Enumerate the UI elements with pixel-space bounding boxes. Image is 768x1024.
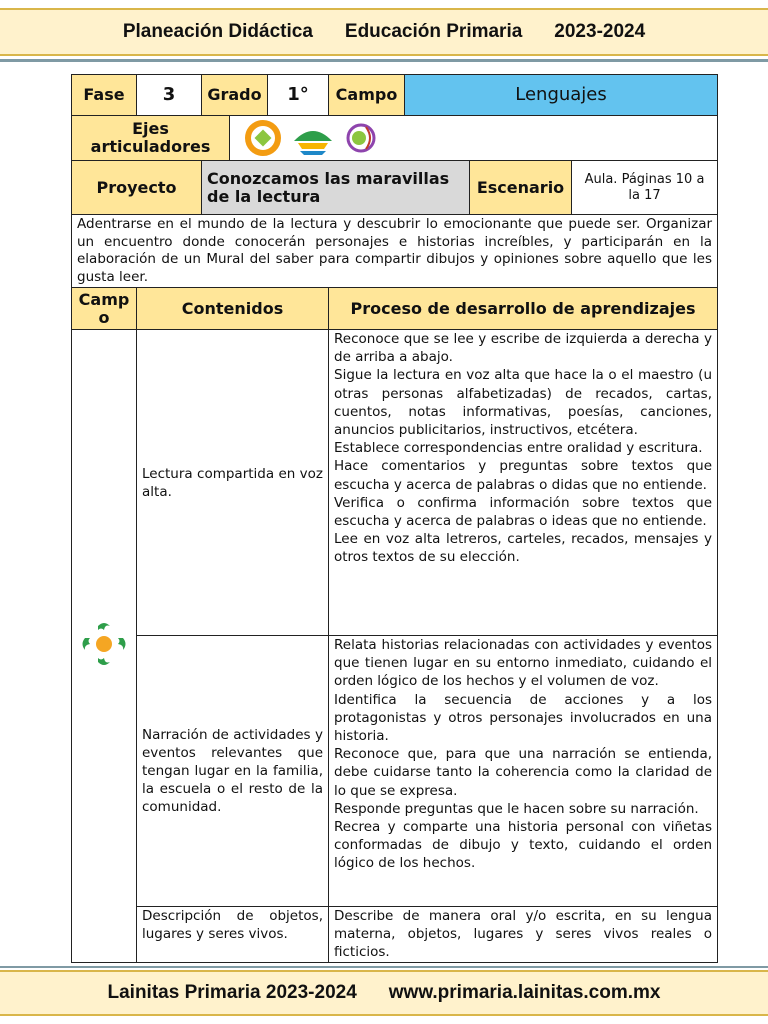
campo-label: Campo [329, 75, 405, 116]
interculturalidad-icon [290, 121, 336, 155]
proceso-item: Sigue la lectura en voz alta que hace la o el maestro (u otras personas alfabetizadas) de recados, cartas, cuentos, notas informativas, poesías, canciones, anuncios publicitarios, instructivos, etcétera. [334, 367, 713, 439]
planeacion-table [71, 74, 718, 963]
escenario-label: Escenario [470, 161, 572, 215]
grado-label: Grado [202, 75, 268, 116]
col-proceso-header: Proceso de desarrollo de aprendizajes [329, 288, 718, 330]
proceso-row-3 [329, 907, 718, 963]
campo-value: Lenguajes [405, 75, 718, 116]
contenido-row-3: Descripción de objetos, lugares y seres vivos. [137, 907, 329, 963]
ejes-row [72, 116, 718, 161]
campo-icon-cell [72, 330, 137, 963]
proceso-item: Reconoce que se lee y escribe de izquierda a derecha y de arriba a abajo. [334, 331, 713, 366]
proceso-item: Hace comentarios y preguntas sobre textos que escucha y acerca de palabras o didas que no entiende. [334, 458, 713, 493]
col-contenidos-header: Contenidos [137, 288, 329, 330]
fase-value: 3 [137, 75, 202, 116]
lenguajes-campo-icon [79, 618, 129, 670]
footer-divider [0, 966, 768, 968]
footer-url[interactable]: www.primaria.lainitas.com.mx [388, 982, 661, 1003]
proceso-row-1 [329, 330, 718, 636]
contenido-row-2: Narración de actividades y eventos relevantes que tengan lugar en la familia, la escuela o el resto de la comunidad. [137, 636, 329, 907]
header-title: Planeación Didáctica [122, 21, 313, 42]
proceso-item: Establece correspondencias entre oralidad y escritura. [334, 440, 703, 457]
proyecto-label: Proyecto [72, 161, 202, 215]
proceso-item: Verifica o confirma información sobre textos que escucha y acerca de palabras o ideas que no entiende. [334, 494, 713, 530]
contenido-row-1: Lectura compartida en voz alta. [137, 330, 329, 636]
header-year: 2023-2024 [554, 21, 646, 42]
proceso-row-2 [329, 636, 718, 907]
col-campo-header: Campo [72, 288, 137, 330]
escenario-value: Aula. Páginas 10 a la 17 [572, 161, 718, 215]
header-level: Educación Primaria [344, 21, 523, 42]
header-banner [0, 8, 768, 56]
footer-banner [0, 970, 768, 1016]
proceso-item: Recrea y comparte una historia personal con viñetas conformadas de dibujo y texto, cuidando el orden lógico de los hechos. [334, 819, 713, 872]
ejes-label: Ejes articuladores [72, 116, 230, 160]
proceso-item: Relata historias relacionadas con actividades y eventos que tienen lugar en su entorno inmediato, cuidando el orden lógico de los hechos y el volumen de voz. [334, 637, 713, 690]
fase-label: Fase [72, 75, 137, 116]
proceso-item: Lee en voz alta letreros, carteles, recados, mensajes y otros textos de su elección. [334, 531, 713, 566]
project-description: Adentrarse en el mundo de la lectura y descubrir lo emocionante que puede ser. Organizar un encuentro donde conocerán personajes e historias increíbles, y participarán en la elaboración de un Mural del saber para compartir dibujos y opiniones sobre aquello que les gusta leer. [72, 215, 718, 288]
proceso-item: Reconoce que, para que una narración se entienda, debe cuidarse tanto la coherencia como la claridad de lo que se expresa. [334, 746, 713, 799]
proceso-item: Identifica la secuencia de acciones y a los protagonistas y otros personajes involucrados en una historia. [334, 691, 713, 745]
proceso-item: Describe de manera oral y/o escrita, en su lengua materna, objetos, lugares y seres vivos reales o ficticios. [334, 908, 713, 961]
footer-brand: Lainitas Primaria 2023-2024 [107, 982, 357, 1003]
grado-value: 1° [268, 75, 329, 116]
header-divider [0, 59, 768, 62]
inclusion-icon [244, 120, 282, 156]
proyecto-value: Conozcamos las maravillas de la lectura [202, 161, 470, 215]
proceso-item: Responde preguntas que le hacen sobre su narración. [334, 800, 699, 817]
artes-icon [344, 121, 378, 155]
